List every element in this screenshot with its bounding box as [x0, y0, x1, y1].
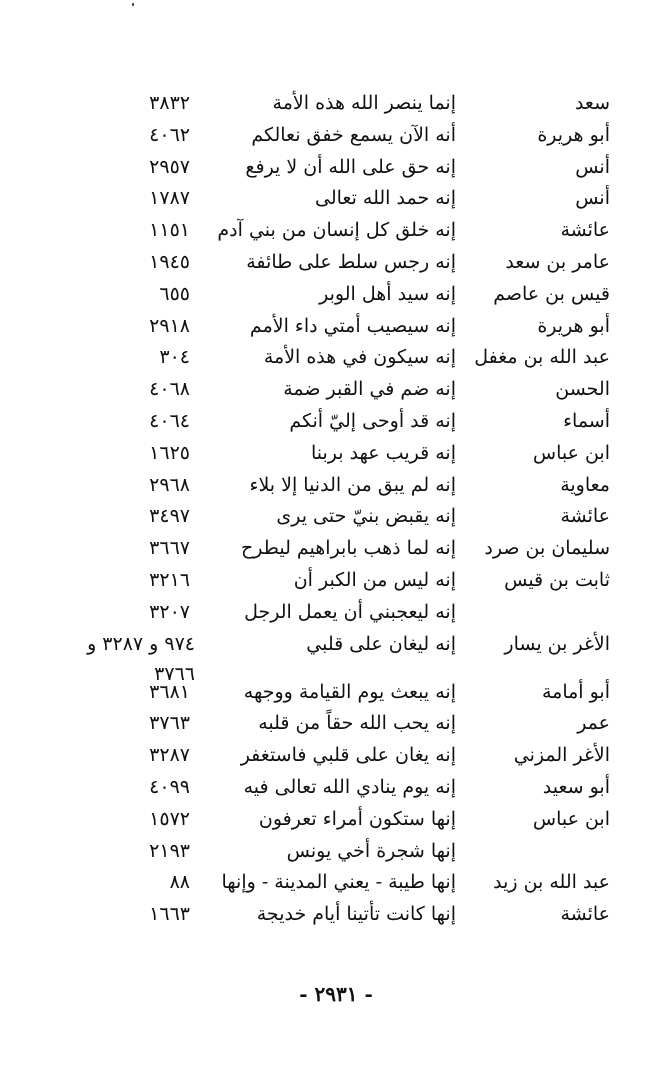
hadith-incipit: إنه ليعجبني أن يعمل الرجل	[244, 600, 456, 623]
hadith-number: ١١٥١	[149, 219, 190, 242]
hadith-number: ٣٦٨١	[149, 680, 190, 703]
hadith-number: ١٦٢٥	[149, 441, 190, 464]
hadith-number: ٣٠٤	[159, 346, 190, 369]
hadith-incipit: إنه لم يبق من الدنيا إلا بلاء	[249, 473, 456, 496]
narrator-name: معاوية	[560, 473, 610, 496]
hadith-incipit: إنه خلق كل إنسان من بني آدم	[217, 219, 456, 242]
hadith-incipit: إنه ضم في القبر ضمة	[283, 378, 456, 401]
hadith-number: ٦٥٥	[159, 282, 190, 305]
narrator-name: الأغر بن يسار	[504, 632, 610, 655]
narrator-name: عائشة	[560, 903, 610, 926]
hadith-incipit: إنه حمد الله تعالى	[315, 187, 456, 210]
index-row	[0, 279, 672, 311]
index-row	[0, 152, 672, 184]
narrator-name: أنس	[575, 155, 610, 178]
index-row	[0, 470, 672, 502]
narrator-name: ابن عباس	[532, 807, 610, 830]
index-row	[0, 120, 672, 152]
narrator-name: أبو سعيد	[542, 775, 610, 798]
narrator-name: ابن عباس	[532, 441, 610, 464]
hadith-number: ١٦٦٣	[149, 903, 190, 926]
index-row	[0, 597, 672, 629]
hadith-number: ٤٠٦٢	[149, 123, 190, 146]
hadith-incipit: أنه الآن يسمع خفق نعالكم	[251, 123, 456, 146]
index-row	[0, 677, 672, 709]
hadith-number: ٤٠٦٤	[149, 409, 190, 432]
narrator-name: سليمان بن صرد	[484, 537, 610, 560]
narrator-name: عائشة	[560, 505, 610, 528]
hadith-number: ٩٧٤ و ٣٢٨٧ و	[87, 632, 195, 655]
narrator-name: أبو هريرة	[537, 314, 610, 337]
index-row	[0, 438, 672, 470]
narrator-name: عبد الله بن مغفل	[474, 346, 610, 369]
narrator-name: قيس بن عاصم	[493, 282, 610, 305]
narrator-name: أبو هريرة	[537, 123, 610, 146]
hadith-incipit: إنها ستكون أمراء تعرفون	[258, 807, 456, 830]
index-row	[0, 501, 672, 533]
hadith-number: ٣٦٦٧	[149, 537, 190, 560]
index-row	[0, 183, 672, 215]
hadith-number: ٣٤٩٧	[149, 505, 190, 528]
hadith-incipit: إنها طيبة - يعني المدينة - وإنها	[221, 871, 456, 894]
hadith-incipit: إنه سيد أهل الوبر	[319, 282, 456, 305]
hadith-incipit: إنه يوم ينادي الله تعالى فيه	[243, 775, 456, 798]
hadith-number: ٨٨	[169, 871, 190, 894]
narrator-name: أنس	[575, 187, 610, 210]
print-speck	[132, 3, 134, 6]
narrator-name: عبد الله بن زيد	[493, 871, 610, 894]
hadith-incipit: إنه قد أوحى إليّ أنكم	[289, 409, 456, 432]
hadith-incipit: إنها كانت تأتينا أيام خديجة	[256, 903, 456, 926]
hadith-number: ٤٠٦٨	[149, 378, 190, 401]
narrator-name: ثابت بن قيس	[504, 568, 610, 591]
hadith-number: ٢٩٦٨	[149, 473, 190, 496]
narrator-name: أسماء	[563, 409, 610, 432]
hadith-incipit: إنها شجرة أخي يونس	[286, 839, 456, 862]
hadith-incipit: إنه يغان على قلبي فاستغفر	[240, 744, 456, 767]
hadith-incipit: إنه يبعث يوم القيامة ووجهه	[243, 680, 456, 703]
index-row	[0, 215, 672, 247]
hadith-number: ٣٢١٦	[149, 568, 190, 591]
index-row	[0, 899, 672, 931]
index-row	[0, 311, 672, 343]
page-number: - ٢٩٣١ -	[299, 982, 373, 1006]
hadith-number: ٤٠٩٩	[149, 775, 190, 798]
hadith-number: ١٧٨٧	[149, 187, 190, 210]
hadith-incipit: إنه يحب الله حقاً من قلبه	[258, 712, 456, 735]
hadith-incipit: إنه سيصيب أمتي داء الأمم	[249, 314, 456, 337]
index-row	[0, 708, 672, 740]
hadith-incipit: إنه ليغان على قلبي	[306, 632, 456, 655]
hadith-incipit: إنه سيكون في هذه الأمة	[263, 346, 456, 369]
index-row	[0, 772, 672, 804]
hadith-incipit: إنه قريب عهد بربنا	[310, 441, 456, 464]
narrator-name: عمر	[577, 712, 610, 735]
index-row	[0, 565, 672, 597]
narrator-name: عائشة	[560, 219, 610, 242]
hadith-incipit: إنه رجس سلط على طائفة	[246, 250, 456, 273]
hadith-number: ٣٢٨٧	[149, 744, 190, 767]
hadith-index	[0, 88, 672, 931]
hadith-incipit: إنه يقبض بنيّ حتى يرى	[276, 505, 456, 528]
index-row	[0, 629, 672, 685]
hadith-incipit: إنما ينصر الله هذه الأمة	[272, 92, 456, 114]
hadith-number: ٣٨٣٢	[149, 92, 190, 114]
index-row	[0, 374, 672, 406]
hadith-number: ٣٢٠٧	[149, 600, 190, 623]
index-row	[0, 342, 672, 374]
index-row	[0, 836, 672, 868]
index-row	[0, 533, 672, 565]
hadith-number: ٣٧٦٣	[149, 712, 190, 735]
hadith-incipit: إنه ليس من الكبر أن	[293, 568, 456, 591]
narrator-name: سعد	[574, 92, 610, 114]
narrator-name: أبو أمامة	[541, 680, 610, 703]
hadith-number-continuation: ٣٧٦٦	[154, 662, 195, 685]
index-row	[0, 247, 672, 279]
narrator-name: عامر بن سعد	[505, 250, 610, 273]
index-row	[0, 406, 672, 438]
hadith-number: ١٥٧٢	[149, 807, 190, 830]
narrator-name: الأغر المزني	[513, 744, 610, 767]
hadith-number: ٢٩٥٧	[149, 155, 190, 178]
hadith-incipit: إنه حق على الله أن لا يرفع	[245, 155, 456, 178]
hadith-number: ٢١٩٣	[149, 839, 190, 862]
index-row	[0, 804, 672, 836]
hadith-number: ٢٩١٨	[149, 314, 190, 337]
index-row	[0, 740, 672, 772]
hadith-number: ١٩٤٥	[149, 250, 190, 273]
hadith-incipit: إنه لما ذهب بابراهيم ليطرح	[241, 537, 456, 560]
narrator-name: الحسن	[555, 378, 610, 401]
index-row	[0, 88, 672, 120]
index-row	[0, 867, 672, 899]
